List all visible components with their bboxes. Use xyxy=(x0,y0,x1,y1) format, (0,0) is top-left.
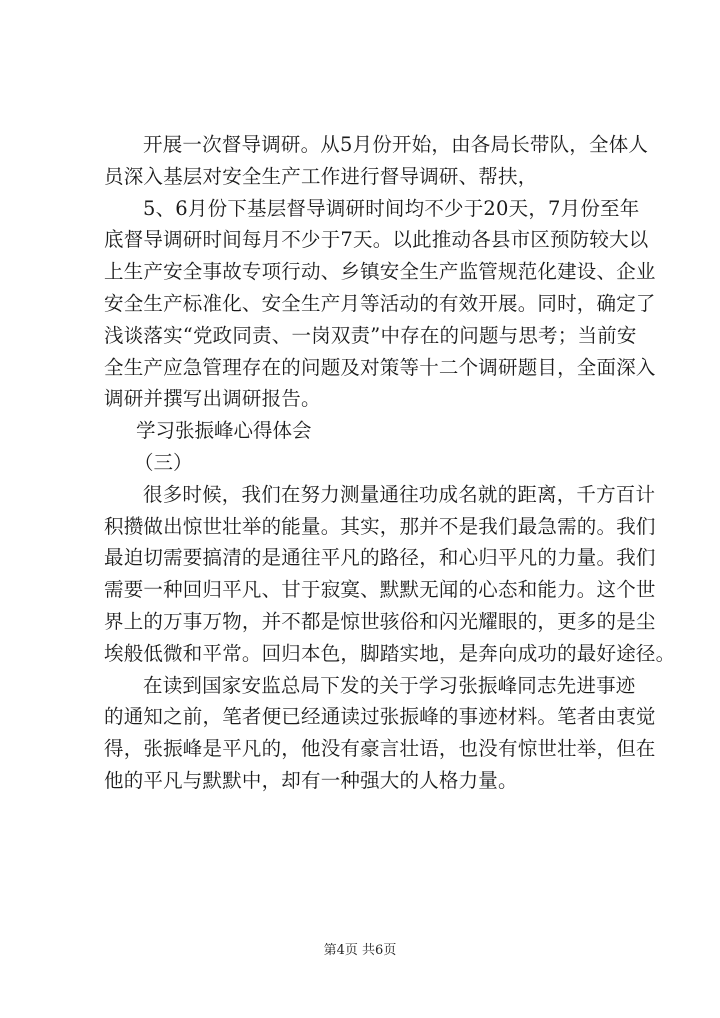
text-line: 安全生产标准化、安全生产月等活动的有效开展。同时，确定了 xyxy=(104,291,656,315)
text-line: 员深入基层对安全生产工作进行督导调研、帮扶， xyxy=(104,164,538,188)
text-line: 得，张振峰是平凡的，他没有豪言壮语，也没有惊世壮举，但在 xyxy=(104,737,656,761)
text-line: 他的平凡与默默中，却有一种强大的人格力量。 xyxy=(104,768,518,792)
text-line: 的通知之前，笔者便已经通读过张振峰的事迹材料。笔者由衷觉 xyxy=(104,705,656,729)
text-line: 全生产应急管理存在的问题及对策等十二个调研题目，全面深入 xyxy=(104,355,656,379)
paragraph-1 xyxy=(104,129,649,193)
text-line: 调研并撰写出调研报告。 xyxy=(104,387,321,411)
page-number-footer: 第4页 共6页 xyxy=(323,943,397,958)
text-line: 在读到国家安监总局下发的关于学习张振峰同志先进事迹 xyxy=(143,673,636,697)
section-subheading: （三） xyxy=(134,450,193,474)
paragraph-2 xyxy=(104,193,656,416)
text-line: 积攒做出惊世壮举的能量。其实，那并不是我们最急需的。我们 xyxy=(104,514,656,538)
text-line: 很多时候，我们在努力测量通往功成名就的距离，千方百计 xyxy=(143,482,656,506)
document-body xyxy=(104,129,676,797)
paragraph-4 xyxy=(104,670,656,797)
section-heading: 学习张振峰心得体会 xyxy=(136,419,312,443)
text-line: 5、6月份下基层督导调研时间均不少于20天，7月份至年 xyxy=(143,196,640,220)
paragraph-3 xyxy=(104,479,676,670)
text-line: 开展一次督导调研。从5月份开始，由各局长带队，全体人 xyxy=(143,133,649,156)
text-line: 界上的万事万物，并不都是惊世骇俗和闪光耀眼的，更多的是尘 xyxy=(104,609,656,633)
text-line: 最迫切需要搞清的是通往平凡的路径，和心归平凡的力量。我们 xyxy=(104,546,656,570)
text-line: 需要一种回归平凡、甘于寂寞、默默无闻的心态和能力。这个世 xyxy=(104,578,656,602)
text-line: 浅谈落实“党政同责、一岗双责”中存在的问题与思考；当前安 xyxy=(104,323,637,347)
text-line: 底督导调研时间每月不少于7天。以此推动各县市区预防较大以 xyxy=(104,228,649,252)
text-line: 上生产安全事故专项行动、乡镇安全生产监管规范化建设、企业 xyxy=(104,260,656,284)
text-line: 埃般低微和平常。回归本色，脚踏实地，是奔向成功的最好途径。 xyxy=(104,641,676,665)
